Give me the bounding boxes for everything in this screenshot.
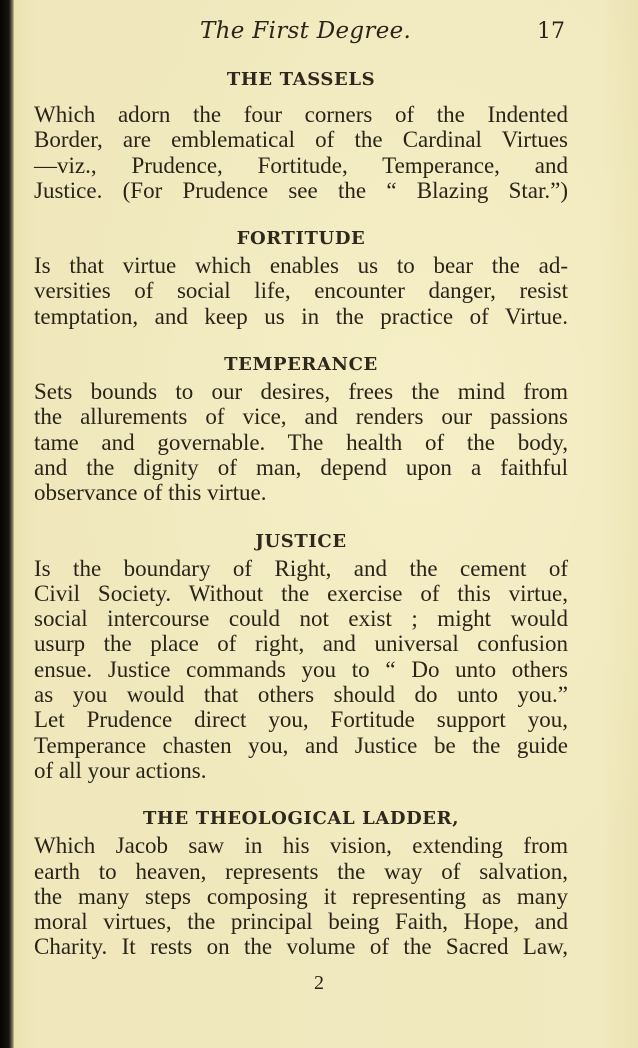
text-line: Which Jacob saw in his vision, extending from [34, 833, 568, 859]
section-theological-ladder [34, 805, 568, 959]
section-heading: TEMPERANCE [224, 354, 378, 376]
text-line: as you would that others should do unto you.” [34, 682, 568, 708]
section-temperance [34, 351, 568, 505]
text-line: temptation, and keep us in the practice of Virtue. [34, 303, 568, 329]
text-line: of all your actions. [34, 757, 207, 783]
section-heading: THE TASSELS [226, 69, 376, 90]
running-head-title: The First Degree. [200, 18, 412, 44]
section-fortitude [34, 225, 568, 329]
section-paragraph [34, 833, 568, 959]
page-number: 17 [537, 19, 565, 44]
text-line: Which adorn the four corners of the Indented [34, 102, 568, 127]
section-paragraph [34, 556, 568, 784]
text-line: and the dignity of man, depend upon a faithful [34, 454, 568, 480]
text-line: social intercourse could not exist ; might would [34, 606, 568, 632]
section-paragraph [34, 253, 568, 329]
text-line: Let Prudence direct you, Fortitude support you, [34, 707, 568, 733]
text-line: Border, are emblematical of the Cardinal Virtues [34, 127, 568, 153]
text-line: Civil Society. Without the exercise of this virtue, [34, 580, 568, 606]
section-heading: THE THEOLOGICAL LADDER, [142, 808, 460, 830]
text-line: Temperance chasten you, and Justice be the guide [34, 732, 568, 758]
text-line: Sets bounds to our desires, frees the mind from [34, 379, 568, 405]
text-line: earth to heaven, represents the way of salvation, [34, 858, 568, 884]
text-line: Is the boundary of Right, and the cement of [34, 555, 568, 581]
text-line: —viz., Prudence, Fortitude, Temperance, and [34, 152, 568, 178]
signature-mark: 2 [314, 972, 324, 994]
book-spine-shadow [0, 0, 14, 1048]
text-line: the allurements of vice, and renders our passions [34, 404, 568, 430]
text-line: observance of this virtue. [34, 480, 267, 506]
section-paragraph [34, 102, 568, 203]
section-heading: JUSTICE [255, 530, 347, 552]
running-head [0, 18, 638, 54]
text-line: Charity. It rests on the volume of the Sacred Law, [34, 934, 568, 960]
text-line: tame and governable. The health of the body, [34, 429, 568, 455]
text-line: Is that virtue which enables us to bear the ad- [34, 253, 568, 279]
text-line: ensue. Justice commands you to “ Do unto others [34, 656, 568, 682]
text-line: moral virtues, the principal being Faith, Hope, and [34, 909, 568, 935]
page-body [34, 66, 568, 960]
section-heading: FORTITUDE [236, 228, 366, 250]
section-justice [34, 528, 568, 784]
section-paragraph [34, 379, 568, 505]
section-tassels [34, 66, 568, 203]
text-line: usurp the place of right, and universal confusion [34, 631, 568, 657]
text-line: the many steps composing it representing as many [34, 883, 568, 909]
text-line: Justice. (For Prudence see the “ Blazing Star.”) [34, 177, 568, 203]
text-line: versities of social life, encounter danger, resist [34, 278, 568, 304]
